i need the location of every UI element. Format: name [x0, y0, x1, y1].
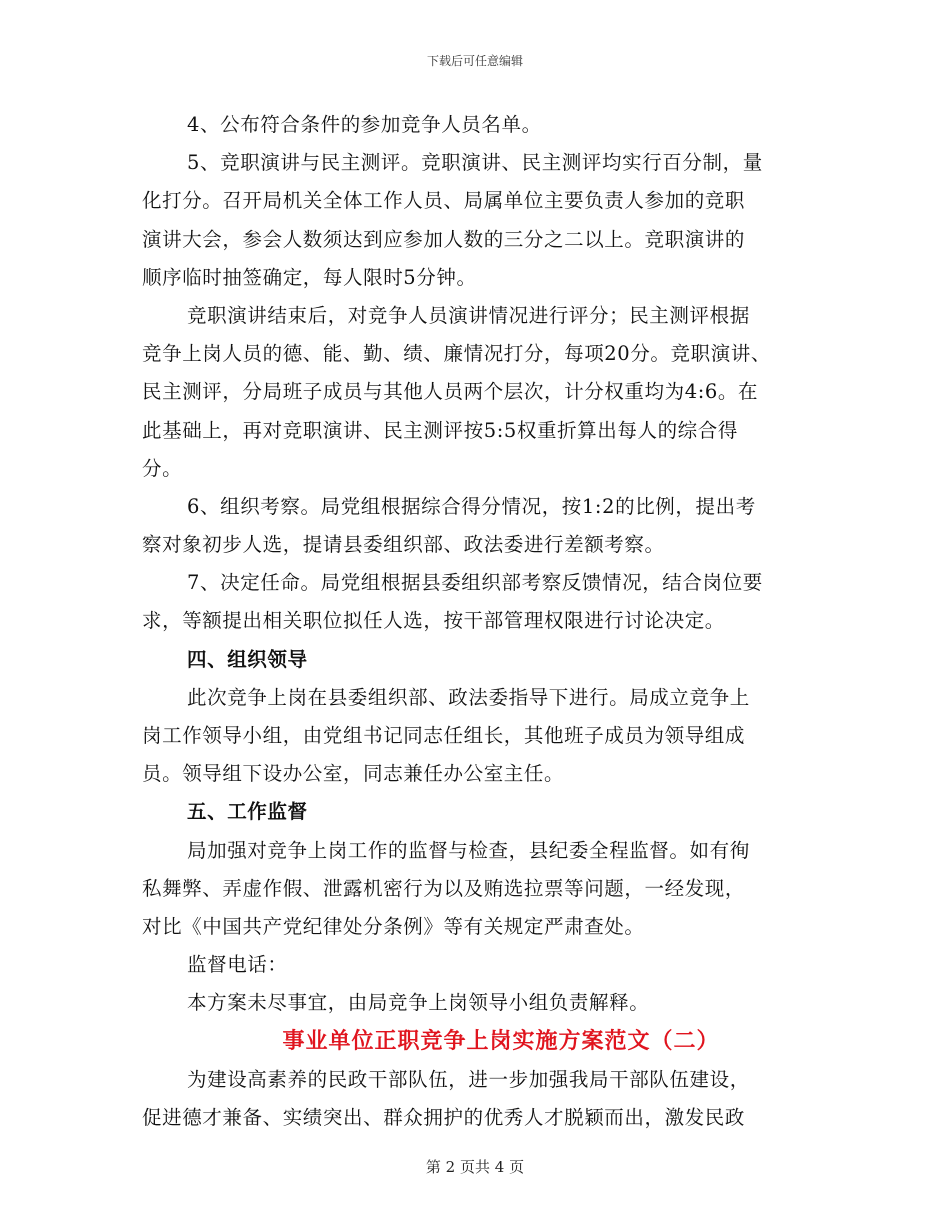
line-text: 竞职演讲结束后，对竞争人员演讲情况进行评分；民主测评根据 — [187, 303, 750, 327]
page-footer: 第 2 页共 4 页 — [425, 1158, 525, 1176]
line-text: 私舞弊、弄虚作假、泄露机密行为以及贿选拉票等问题，一经发现， — [142, 876, 746, 900]
line-text: 分。 — [142, 456, 183, 480]
line-text: 为建设高素养的民政干部队伍，进一步加强我局干部队伍建设， — [187, 1067, 750, 1091]
paragraph-line — [142, 755, 810, 793]
paragraph-line — [142, 297, 810, 335]
line-text: 此基础上，再对竞职演讲、民主测评按5:5权重折算出每人的综合得 — [142, 418, 738, 442]
paragraph-line — [142, 870, 810, 908]
line-text: 此次竞争上岗在县委组织部、政法委指导下进行。局成立竞争上 — [187, 685, 750, 709]
heading-text: 四、组织领导 — [187, 647, 308, 671]
line-text: 5、竞职演讲与民主测评。竞职演讲、民主测评均实行百分制，量 — [187, 151, 763, 175]
line-text: 顺序临时抽签确定，每人限时5分钟。 — [142, 265, 477, 289]
line-text: 演讲大会，参会人数须达到应参加人数的三分之二以上。竞职演讲的 — [142, 227, 746, 251]
paragraph-line — [142, 259, 810, 297]
paragraph-line — [142, 717, 810, 755]
list-item-7 — [142, 564, 810, 602]
list-item-6 — [142, 488, 810, 526]
line-text: 求，等额提出相关职位拟任人选，按干部管理权限进行讨论决定。 — [142, 609, 725, 633]
paragraph-line — [142, 335, 810, 373]
paragraph-line — [142, 984, 810, 1022]
paragraph-line — [142, 832, 810, 870]
line-text: 7、决定任命。局党组根据县委组织部考察反馈情况，结合岗位要 — [187, 571, 763, 595]
paragraph-line — [142, 602, 810, 640]
paragraph-line — [142, 373, 810, 411]
paragraph-line — [142, 526, 810, 564]
line-text: 监督电话： — [187, 953, 288, 977]
supervision-phone — [142, 946, 810, 984]
line-text: 4、公布符合条件的参加竞争人员名单。 — [187, 113, 542, 136]
list-item-4 — [142, 106, 810, 144]
line-text: 6、组织考察。局党组根据综合得分情况，按1:2的比例，提出考 — [187, 494, 756, 518]
line-text: 对比《中国共产党纪律处分条例》等有关规定严肃查处。 — [142, 914, 645, 938]
document-body — [142, 106, 810, 1137]
paragraph-line — [142, 1061, 810, 1099]
document-title — [142, 1023, 810, 1061]
page-header: 下载后可任意编辑 — [426, 54, 523, 68]
line-text: 竞争上岗人员的德、能、勤、绩、廉情况打分，每项20分。竞职演讲、 — [142, 342, 772, 366]
line-text: 化打分。召开局机关全体工作人员、局属单位主要负责人参加的竞职 — [142, 189, 746, 213]
line-text: 促进德才兼备、实绩突出、群众拥护的优秀人才脱颖而出，激发民政 — [142, 1105, 746, 1129]
paragraph-line — [142, 412, 810, 450]
line-text: 本方案未尽事宜，由局竞争上岗领导小组负责解释。 — [187, 991, 650, 1015]
line-text: 民主测评，分局班子成员与其他人员两个层次，计分权重均为4:6。在 — [142, 380, 759, 404]
line-text: 局加强对竞争上岗工作的监督与检查，县纪委全程监督。如有徇 — [187, 838, 750, 862]
paragraph-line — [142, 1099, 810, 1137]
section-heading-5 — [142, 793, 810, 831]
paragraph-line — [142, 450, 810, 488]
title-text: 事业单位正职竞争上岗实施方案范文（二） — [282, 1028, 720, 1054]
line-text: 岗工作领导小组，由党组书记同志任组长，其他班子成员为领导组成 — [142, 724, 746, 747]
paragraph-line — [142, 908, 810, 946]
section-heading-4 — [142, 641, 810, 679]
list-item-5 — [142, 144, 810, 182]
heading-text: 五、工作监督 — [187, 800, 308, 824]
paragraph-line — [142, 221, 810, 259]
paragraph-line — [142, 182, 810, 220]
paragraph-line — [142, 679, 810, 717]
line-text: 察对象初步人选，提请县委组织部、政法委进行差额考察。 — [142, 533, 665, 557]
line-text: 员。领导组下设办公室，同志兼任办公室主任。 — [142, 762, 565, 786]
